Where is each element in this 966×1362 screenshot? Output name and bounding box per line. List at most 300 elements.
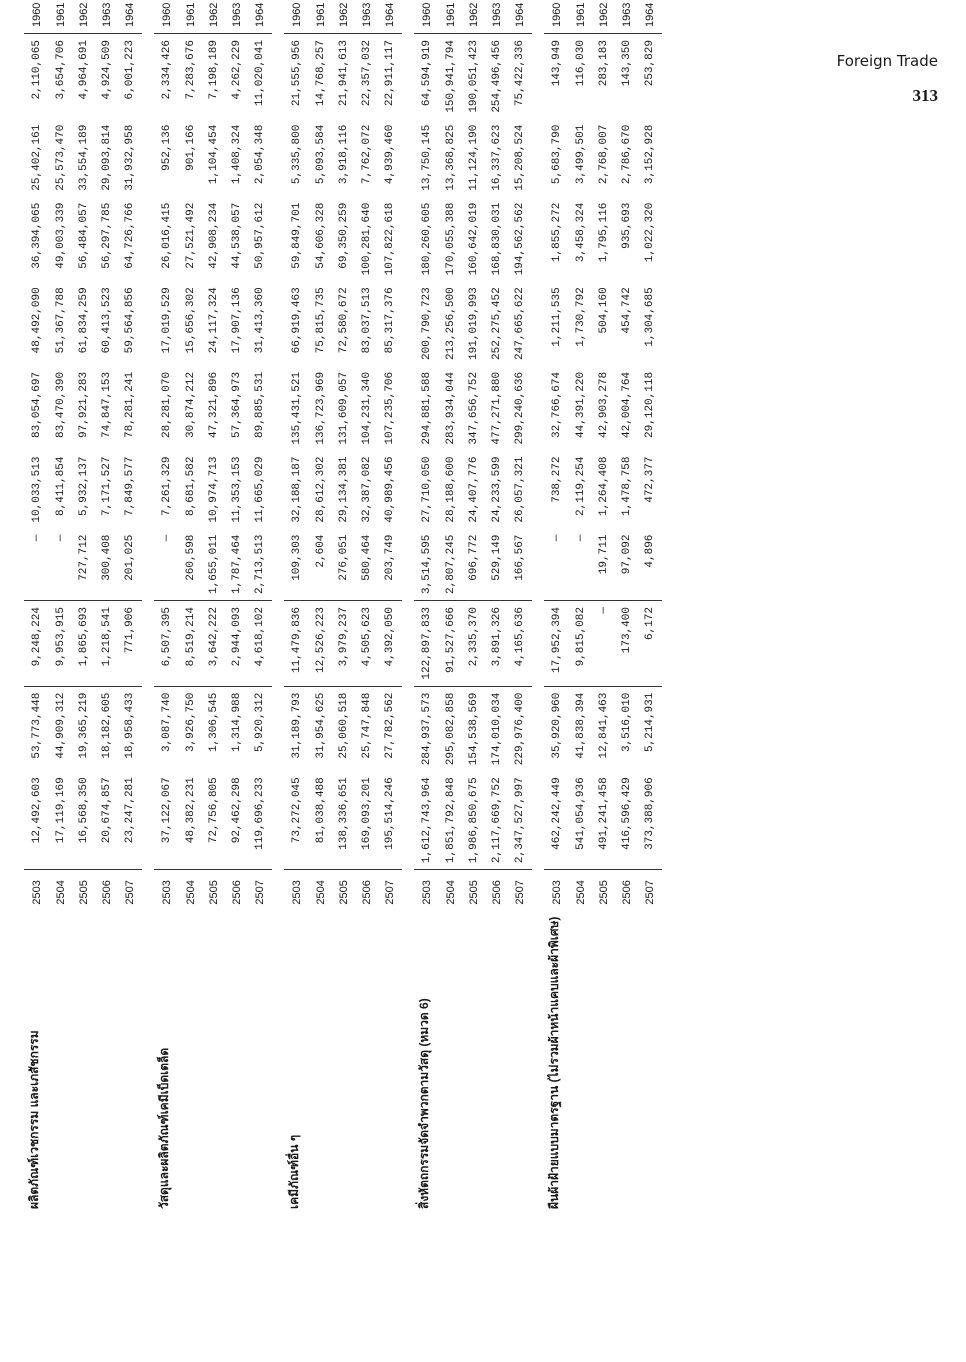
value-cell: 42,908,234 — [208, 202, 220, 269]
value-cell: 5,335,800 — [290, 124, 303, 185]
value-cell: 54,606,328 — [315, 202, 327, 269]
year-english: 1962 — [73, 0, 96, 34]
value-cell: 11,665,029 — [254, 456, 266, 523]
table-row — [73, 0, 96, 1215]
value-cell: 935,693 — [621, 202, 633, 249]
trade-statistics-table — [24, 0, 662, 1215]
value-cell: 9,815,082 — [570, 601, 593, 687]
value-cell: 21,555,956 — [290, 40, 303, 107]
category-label-thai: วัสดุและผลิตภัณฑ์เคมีเบ็ดเตล็ด — [157, 1047, 171, 1209]
value-cell: 771,906 — [119, 601, 142, 687]
table-row — [570, 0, 593, 1215]
value-cell: 51,367,788 — [55, 287, 67, 354]
value-cell: 373,388,906 — [639, 771, 662, 869]
value-cell: 901,166 — [185, 124, 197, 171]
year-english: 1963 — [226, 0, 249, 34]
value-cell: 2,335,370 — [463, 601, 486, 687]
year-thai: 2507 — [124, 880, 136, 905]
value-cell: 49,003,339 — [55, 202, 67, 269]
year-english: 1964 — [639, 0, 662, 34]
value-cell: 5,932,137 — [78, 456, 90, 516]
value-cell: 143,949 — [550, 40, 563, 87]
value-cell: 92,462,298 — [226, 771, 249, 869]
category-label-thai — [96, 911, 119, 1215]
value-cell: 2,334,426 — [160, 40, 173, 100]
year-english: 1963 — [616, 0, 639, 34]
value-cell: 33,554,189 — [78, 124, 90, 191]
group-spacer — [142, 0, 154, 1215]
year-english: 1960 — [414, 0, 440, 34]
table-row — [379, 0, 402, 1215]
value-cell: 50,957,612 — [254, 202, 266, 269]
value-cell: 109,303 — [284, 529, 310, 601]
value-cell: 15,656,302 — [185, 287, 197, 354]
value-cell: 24,233,599 — [491, 456, 503, 523]
value-cell: 104,231,340 — [361, 371, 373, 445]
value-cell: 952,136 — [160, 124, 173, 171]
value-cell: 2,604 — [310, 529, 333, 601]
value-cell: 2,347,527,997 — [509, 771, 532, 869]
year-thai: 2503 — [160, 880, 173, 905]
value-cell: 27,521,492 — [185, 202, 197, 269]
value-cell: 28,188,600 — [445, 456, 457, 523]
value-cell: 31,189,793 — [290, 692, 303, 759]
value-cell: 17,019,529 — [160, 287, 173, 354]
value-cell: 462,242,449 — [544, 771, 570, 869]
value-cell: 107,235,706 — [384, 371, 396, 445]
group-spacer — [272, 0, 284, 1215]
value-cell: 4,924,509 — [101, 40, 113, 100]
value-cell: 3,642,222 — [203, 601, 226, 687]
value-cell: 143,350 — [621, 40, 633, 87]
value-cell: 27,782,562 — [384, 692, 396, 759]
value-cell: 1,211,535 — [550, 287, 563, 347]
value-cell: 78,281,241 — [124, 371, 136, 438]
table-row — [226, 0, 249, 1215]
table-row — [463, 0, 486, 1215]
value-cell: 1,104,454 — [208, 124, 220, 185]
value-cell: 19,711 — [593, 529, 616, 601]
value-cell: 91,527,666 — [440, 601, 463, 687]
value-cell: 41,838,394 — [575, 692, 587, 759]
value-cell: 260,598 — [180, 529, 203, 601]
value-cell: 300,408 — [96, 529, 119, 601]
value-cell: 135,431,521 — [290, 371, 303, 445]
running-header: Foreign Trade — [836, 52, 938, 70]
value-cell: 25,747,848 — [361, 692, 373, 759]
value-cell: 194,562,562 — [514, 202, 526, 276]
value-cell: 2,944,093 — [226, 601, 249, 687]
value-cell: 1,855,272 — [550, 202, 563, 263]
value-cell: 11,353,153 — [231, 456, 243, 523]
table-row — [544, 0, 570, 1215]
value-cell: 229,976,400 — [514, 692, 526, 766]
value-cell: 1,986,850,675 — [463, 771, 486, 869]
value-cell: 191,019,993 — [468, 287, 480, 360]
value-cell: 31,954,625 — [315, 692, 327, 759]
table-row — [310, 0, 333, 1215]
value-cell: 17,952,394 — [544, 601, 570, 687]
table-row — [440, 0, 463, 1215]
value-cell: 7,261,329 — [160, 456, 173, 516]
value-cell: 190,051,423 — [468, 40, 480, 113]
year-english: 1962 — [203, 0, 226, 34]
value-cell: 213,256,500 — [445, 287, 457, 360]
value-cell: 17,119,169 — [50, 771, 73, 869]
year-thai: 2505 — [598, 880, 610, 905]
value-cell: 24,117,324 — [208, 287, 220, 354]
value-cell: 26,057,321 — [514, 456, 526, 523]
value-cell: 53,773,448 — [30, 692, 43, 759]
value-cell: 42,903,278 — [598, 371, 610, 438]
value-cell: 83,470,390 — [55, 371, 67, 438]
value-cell: 168,830,031 — [491, 202, 503, 276]
table-row — [509, 0, 532, 1215]
value-cell: 12,841,463 — [598, 692, 610, 759]
value-cell: 72,756,805 — [203, 771, 226, 869]
value-cell: 136,723,969 — [315, 371, 327, 445]
value-cell: 5,920,312 — [254, 692, 266, 753]
value-cell: 6,001,223 — [124, 40, 136, 100]
value-cell: 284,937,573 — [420, 692, 433, 766]
table-row — [593, 0, 616, 1215]
value-cell: 1,787,464 — [226, 529, 249, 601]
value-cell: 491,241,458 — [593, 771, 616, 869]
year-thai: 2503 — [550, 880, 563, 905]
value-cell: 131,609,057 — [338, 371, 350, 445]
value-cell: 4,505,623 — [356, 601, 379, 687]
value-cell: 7,849,577 — [124, 456, 136, 516]
year-thai: 2505 — [208, 880, 220, 905]
year-thai: 2506 — [491, 880, 503, 905]
value-cell: 416,596,429 — [616, 771, 639, 869]
value-cell: 1,612,743,964 — [414, 771, 440, 869]
year-thai: 2507 — [254, 880, 266, 905]
value-cell: 107,822,618 — [384, 202, 396, 276]
value-cell: 727,712 — [73, 529, 96, 601]
value-cell: — — [593, 601, 616, 687]
category-label-thai — [203, 911, 226, 1215]
value-cell: 74,847,153 — [101, 371, 113, 438]
value-cell: 1,478,758 — [621, 456, 633, 516]
value-cell: 138,336,651 — [333, 771, 356, 869]
value-cell: 18,182,605 — [101, 692, 113, 759]
year-english: 1964 — [119, 0, 142, 34]
category-label-thai — [509, 911, 532, 1215]
value-cell: 26,016,415 — [160, 202, 173, 269]
year-thai: 2507 — [514, 880, 526, 905]
value-cell: 3,499,501 — [575, 124, 587, 185]
value-cell: 154,538,569 — [468, 692, 480, 766]
value-cell: 56,484,057 — [78, 202, 90, 269]
value-cell: 44,909,312 — [55, 692, 67, 759]
value-cell: 122,897,833 — [414, 601, 440, 687]
table-row — [119, 0, 142, 1215]
value-cell: 64,726,766 — [124, 202, 136, 269]
year-english: 1960 — [284, 0, 310, 34]
value-cell: 738,272 — [550, 456, 563, 503]
year-thai: 2503 — [30, 880, 43, 905]
value-cell: 44,391,220 — [575, 371, 587, 438]
year-thai: 2505 — [338, 880, 350, 905]
value-cell: 66,919,463 — [290, 287, 303, 354]
value-cell: 22,357,032 — [361, 40, 373, 107]
group-spacer — [402, 0, 414, 1215]
category-label-thai: สิ่งหัตถกรรมจัดจำพวกตามวัสดุ (หมวด 6) — [417, 998, 431, 1209]
value-cell: 13,750,145 — [420, 124, 433, 191]
category-label-thai — [249, 911, 272, 1215]
year-english: 1963 — [356, 0, 379, 34]
year-english: 1961 — [570, 0, 593, 34]
value-cell: 30,874,212 — [185, 371, 197, 438]
category-label-thai — [570, 911, 593, 1215]
value-cell: 64,594,919 — [420, 40, 433, 107]
value-cell: 31,932,958 — [124, 124, 136, 191]
value-cell: 44,538,057 — [231, 202, 243, 269]
value-cell: — — [544, 529, 570, 601]
value-cell: 23,247,281 — [119, 771, 142, 869]
value-cell: 32,387,082 — [361, 456, 373, 523]
value-cell: 31,413,360 — [254, 287, 266, 354]
table-row — [50, 0, 73, 1215]
category-label-thai: ผืนผ้าฝ้ายแบบมาตรฐาน (ไม่รวมผ้าหน้าแคบและผ้าพิเศษ) — [547, 916, 561, 1209]
value-cell: 97,092 — [616, 529, 639, 601]
value-cell: 8,519,214 — [180, 601, 203, 687]
year-english: 1962 — [463, 0, 486, 34]
value-cell: 11,020,041 — [254, 40, 266, 107]
value-cell: 254,496,456 — [491, 40, 503, 113]
year-thai: 2506 — [101, 880, 113, 905]
table-row — [203, 0, 226, 1215]
value-cell: 276,051 — [333, 529, 356, 601]
value-cell: 7,283,676 — [185, 40, 197, 100]
value-cell: 3,516,010 — [621, 692, 633, 753]
value-cell: 21,941,613 — [338, 40, 350, 107]
year-english: 1964 — [249, 0, 272, 34]
table-row — [356, 0, 379, 1215]
value-cell: 89,885,531 — [254, 371, 266, 438]
value-cell: 1,851,792,848 — [440, 771, 463, 869]
value-cell: 13,368,825 — [445, 124, 457, 191]
value-cell: 75,422,336 — [514, 40, 526, 107]
value-cell: 4,165,636 — [509, 601, 532, 687]
value-cell: 1,730,792 — [575, 287, 587, 347]
value-cell: 15,208,524 — [514, 124, 526, 191]
value-cell: 4,618,102 — [249, 601, 272, 687]
year-thai: 2503 — [290, 880, 303, 905]
value-cell: 73,272,045 — [284, 771, 310, 869]
value-cell: 1,218,541 — [96, 601, 119, 687]
value-cell: 3,891,326 — [486, 601, 509, 687]
value-cell: 85,317,376 — [384, 287, 396, 354]
value-cell: 59,849,701 — [290, 202, 303, 269]
value-cell: 169,093,201 — [356, 771, 379, 869]
value-cell: 283,183 — [598, 40, 610, 87]
category-label-thai — [639, 911, 662, 1215]
value-cell: 1,306,545 — [208, 692, 220, 753]
value-cell: 10,033,513 — [30, 456, 43, 523]
value-cell: 283,934,044 — [445, 371, 457, 445]
value-cell: 14,768,257 — [315, 40, 327, 107]
category-label-thai — [73, 911, 96, 1215]
category-label-thai — [356, 911, 379, 1215]
category-label-thai — [593, 911, 616, 1215]
value-cell: 3,514,595 — [414, 529, 440, 601]
value-cell: 32,766,674 — [550, 371, 563, 438]
table-row — [96, 0, 119, 1215]
table-row — [333, 0, 356, 1215]
year-english: 1962 — [333, 0, 356, 34]
group-spacer — [532, 0, 544, 1215]
value-cell: 6,172 — [639, 601, 662, 687]
value-cell: 81,038,488 — [310, 771, 333, 869]
value-cell: 5,214,931 — [644, 692, 656, 753]
value-cell: 37,122,067 — [154, 771, 180, 869]
value-cell: 25,060,518 — [338, 692, 350, 759]
year-thai: 2506 — [231, 880, 243, 905]
value-cell: 4,964,691 — [78, 40, 90, 100]
value-cell: 2,054,348 — [254, 124, 266, 185]
year-english: 1964 — [509, 0, 532, 34]
category-label-thai — [310, 911, 333, 1215]
table-row — [180, 0, 203, 1215]
value-cell: — — [570, 529, 593, 601]
value-cell: 12,492,603 — [24, 771, 50, 869]
value-cell: 3,654,706 — [55, 40, 67, 100]
value-cell: 174,010,034 — [491, 692, 503, 766]
value-cell: 4,939,460 — [384, 124, 396, 185]
value-cell: 529,149 — [486, 529, 509, 601]
value-cell: 3,087,740 — [160, 692, 173, 753]
category-label-thai — [440, 911, 463, 1215]
value-cell: 299,240,636 — [514, 371, 526, 445]
value-cell: 4,262,229 — [231, 40, 243, 100]
value-cell: 72,580,672 — [338, 287, 350, 354]
category-label-thai — [463, 911, 486, 1215]
value-cell: 2,807,245 — [440, 529, 463, 601]
value-cell: 1,304,685 — [644, 287, 656, 347]
value-cell: 5,683,790 — [550, 124, 563, 185]
value-cell: 3,979,237 — [333, 601, 356, 687]
value-cell: 47,321,896 — [208, 371, 220, 438]
value-cell: 27,710,050 — [420, 456, 433, 523]
value-cell: 19,365,219 — [78, 692, 90, 759]
value-cell: 1,314,988 — [231, 692, 243, 753]
value-cell: 166,567 — [509, 529, 532, 601]
value-cell: 294,881,588 — [420, 371, 433, 445]
value-cell: 347,656,752 — [468, 371, 480, 445]
value-cell: 696,772 — [463, 529, 486, 601]
value-cell: 100,281,640 — [361, 202, 373, 276]
table-row — [616, 0, 639, 1215]
year-thai: 2504 — [315, 880, 327, 905]
value-cell: 160,642,019 — [468, 202, 480, 276]
value-cell: 59,564,856 — [124, 287, 136, 354]
year-thai: 2507 — [384, 880, 396, 905]
year-english: 1961 — [310, 0, 333, 34]
value-cell: 119,696,233 — [249, 771, 272, 869]
category-label-thai — [226, 911, 249, 1215]
value-cell: 3,918,116 — [338, 124, 350, 185]
category-label-thai: เคมีภัณฑ์อื่น ๆ — [287, 1134, 301, 1209]
value-cell: 295,082,858 — [445, 692, 457, 766]
value-cell: 83,054,697 — [30, 371, 43, 438]
value-cell: 7,762,072 — [361, 124, 373, 185]
value-cell: 1,865,693 — [73, 601, 96, 687]
category-label-thai: ผลิตภัณฑ์เวชกรรม และเภสัชกรรม — [27, 1030, 41, 1209]
value-cell: 11,479,836 — [284, 601, 310, 687]
value-cell: 16,337,623 — [491, 124, 503, 191]
value-cell: 116,030 — [575, 40, 587, 87]
category-label-thai — [50, 911, 73, 1215]
value-cell: 97,921,283 — [78, 371, 90, 438]
value-cell: 170,055,388 — [445, 202, 457, 276]
value-cell: 580,464 — [356, 529, 379, 601]
value-cell: 7,198,189 — [208, 40, 220, 100]
year-english: 1962 — [593, 0, 616, 34]
value-cell: 2,713,513 — [249, 529, 272, 601]
year-thai: 2504 — [575, 880, 587, 905]
value-cell: 25,402,161 — [30, 124, 43, 191]
value-cell: 40,989,456 — [384, 456, 396, 523]
year-thai: 2505 — [468, 880, 480, 905]
value-cell: 253,829 — [644, 40, 656, 87]
value-cell: 5,093,584 — [315, 124, 327, 185]
value-cell: 48,492,090 — [30, 287, 43, 354]
value-cell: 195,514,246 — [379, 771, 402, 869]
table-row — [154, 0, 180, 1215]
value-cell: 6,507,395 — [154, 601, 180, 687]
value-cell: 29,120,118 — [644, 371, 656, 438]
value-cell: 12,526,223 — [310, 601, 333, 687]
value-cell: 18,958,433 — [124, 692, 136, 759]
value-cell: 247,665,622 — [514, 287, 526, 360]
category-label-thai — [180, 911, 203, 1215]
value-cell: 42,004,764 — [621, 371, 633, 438]
value-cell: 4,392,050 — [379, 601, 402, 687]
value-cell: 8,681,582 — [185, 456, 197, 516]
value-cell: 20,674,857 — [96, 771, 119, 869]
table-row — [249, 0, 272, 1215]
category-label-thai — [379, 911, 402, 1215]
year-thai: 2506 — [621, 880, 633, 905]
value-cell: 2,786,670 — [621, 124, 633, 185]
value-cell: 504,160 — [598, 287, 610, 334]
value-cell: 252,275,452 — [491, 287, 503, 360]
year-thai: 2504 — [445, 880, 457, 905]
value-cell: 7,171,527 — [101, 456, 113, 516]
value-cell: 180,260,605 — [420, 202, 433, 276]
value-cell: — — [154, 529, 180, 601]
year-english: 1960 — [154, 0, 180, 34]
value-cell: 16,568,350 — [73, 771, 96, 869]
year-english: 1960 — [24, 0, 50, 34]
value-cell: 1,264,408 — [598, 456, 610, 516]
value-cell: 61,834,259 — [78, 287, 90, 354]
value-cell: 10,974,713 — [208, 456, 220, 523]
value-cell: 29,093,814 — [101, 124, 113, 191]
value-cell: 29,134,381 — [338, 456, 350, 523]
value-cell: 83,037,513 — [361, 287, 373, 354]
value-cell: 56,297,785 — [101, 202, 113, 269]
value-cell: 35,920,960 — [550, 692, 563, 759]
value-cell: 472,377 — [644, 456, 656, 503]
category-label-thai — [616, 911, 639, 1215]
table-row — [639, 0, 662, 1215]
value-cell: — — [24, 529, 50, 601]
value-cell: 541,054,936 — [570, 771, 593, 869]
value-cell: 22,911,117 — [384, 40, 396, 107]
